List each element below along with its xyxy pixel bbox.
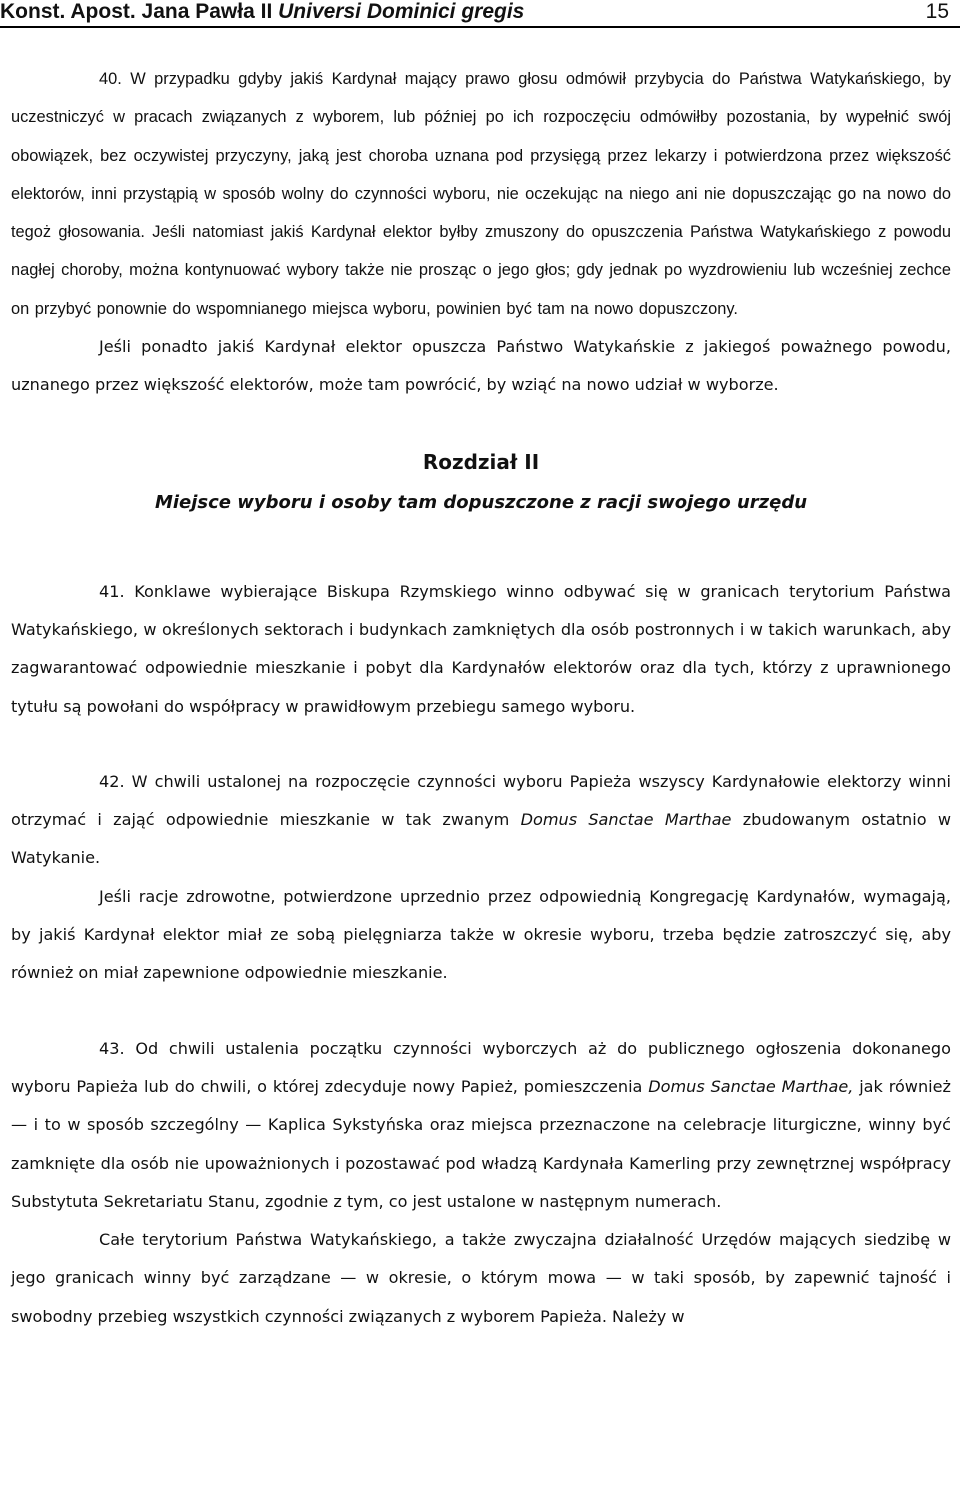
paragraph-43-continued: Całe terytorium Państwa Watykańskiego, a także zwyczajna działalność Urzędów mających siedzibę w jego granicach winny być zarządzane — w okresie, o którym mowa — w taki sposób, by zapewnić tajność i swobodny przebieg wszystkich czynności związanych z wyborem Papieża. Należy w — [11, 1230, 951, 1326]
paragraph-42-continued: Jeśli racje zdrowotne, potwierdzone uprzednio przez odpowiednią Kongregację Kardynałów, wymagają, by jakiś Kardynał elektor miał ze sobą pielęgniarza także w okresie wyboru, trzeba będzie zatroszczyć się, aby również on miał zapewnione odpowiednie mieszkanie. — [11, 886, 951, 983]
page-header — [0, 0, 960, 28]
header-divider — [0, 26, 960, 28]
paragraph-43-text-end: jak również — i to w sposób szczególny — Kaplica Sykstyńska oraz miejsca przeznaczone na celebracje liturgiczne, winny być zamknięte dla osób nie upoważnionych i pozostawać pod władzą Kardynała Kamerling przy zewnętrznej współpracy Substytuta Sekretariatu Stanu, zgodnie z tym, co jest ustalone w następnym numerach. — [11, 1076, 951, 1211]
paragraph-41: 41. Konklawe wybierające Biskupa Rzymskiego winno odbywać się w granicach terytorium Państwa Watykańskiego, w określonych sektorach i budynkach zamkniętych dla osób postronnych i w takich warunkach, aby zagwarantować odpowiednie mieszkanie i pobyt dla Kardynałów elektorów oraz dla tych, którzy z uprawnionego tytułu są powołani do współpracy w prawidłowym przebiegu samego wyboru. — [11, 581, 951, 716]
paragraph-43-text: 43. Od chwili ustalenia początku czynności wyborczych aż do publicznego ogłoszenia dokonanego wyboru Papieża lub do chwili, o której zdecyduje nowy Papież, pomieszczenia — [11, 1038, 951, 1096]
spacer — [11, 726, 951, 763]
header-title-italic: Universi Dominici gregis — [278, 0, 525, 23]
spacer — [11, 993, 951, 1030]
chapter-heading: Rozdział II — [422, 449, 540, 474]
paragraph-43-italic: Domus Sanctae Marthae, — [648, 1076, 854, 1096]
document-body — [11, 60, 951, 1336]
spacer — [11, 477, 951, 489]
spacer — [11, 517, 951, 573]
paragraph-42-text-end: zbudowanym ostatnio w Watykanie. — [11, 810, 952, 868]
paragraph-43 — [11, 1030, 951, 1221]
paragraph-40: 40. W przypadku gdyby jakiś Kardynał mający prawo głosu odmówił przybycia do Państwa Watykańskiego, by uczestniczyć w pracach związanych z wyborem, lub później po ich rozpoczęciu odmówiłby pozostania, by wypełnić swój obowiązek, bez oczywistej przyczyny, jaką jest choroba uznana pod przysięgą przez lekarzy i potwierdzona przez większość elektorów, inni przystąpią w sposób wolny do czynności wyboru, nie oczekując na niego ani nie dopuszczając go na nowo do tegoż głosowania. Jeśli natomiast jakiś Kardynał elektor byłby zmuszony do opuszczenia Państwa Watykańskiego z powodu nagłej choroby, można kontynuować wybory także nie prosząc o jego głos; gdy jednak po wyzdrowieniu lub wcześniej zechce on przybyć ponownie do wspomnianego miejsca wyboru, powinien być tam na nowo dopuszczony. — [11, 70, 951, 318]
paragraph-40-continued: Jeśli ponadto jakiś Kardynał elektor opuszcza Państwo Watykańskie z jakiegoś poważnego powodu, uznanego przez większość elektorów, może tam powrócić, by wziąć na nowo udział w wyborze. — [11, 337, 951, 395]
header-title-plain: Konst. Apost. Jana Pawła II — [0, 0, 279, 23]
paragraph-42 — [11, 763, 951, 878]
paragraph-42-text: 42. W chwili ustalonej na rozpoczęcie czynności wyboru Papieża wszyscy Kardynałowie elektorzy winni otrzymać i zająć odpowiednie mieszkanie w tak zwanym — [11, 771, 951, 830]
header-title — [0, 0, 524, 24]
chapter-subtitle: Miejsce wyboru i osoby tam dopuszczone z racji swojego urzędu — [154, 491, 808, 513]
spacer — [11, 405, 951, 447]
page-number: 15 — [925, 0, 949, 23]
paragraph-42-italic: Domus Sanctae Marthae — [520, 810, 732, 830]
